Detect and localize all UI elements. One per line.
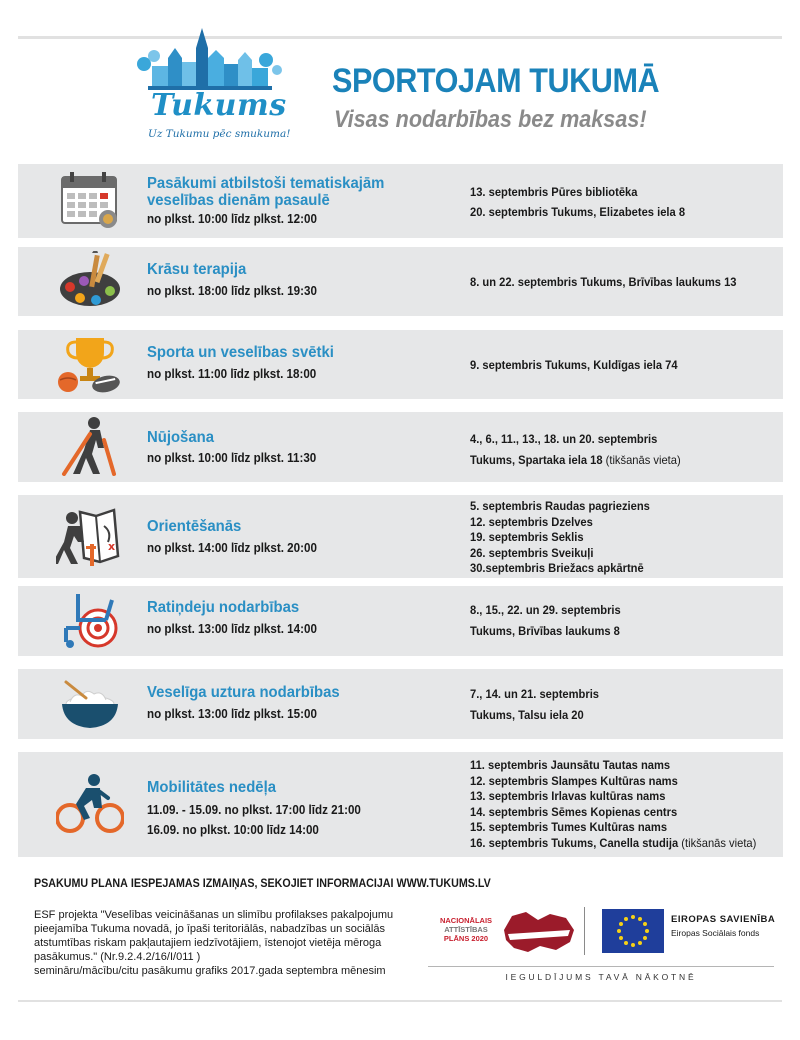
activity-info: 8., 15., 22. un 29. septembris Tukums, Brīvības laukums 8 — [470, 603, 621, 638]
activity-name: Sporta un veselības svētki — [147, 344, 334, 361]
eu-title: EIROPAS SAVIENĪBA — [671, 914, 776, 925]
trophy-icon — [56, 334, 124, 394]
esf-project-text: ESF projekta "Veselības veicināšanas un slimību profilakses pakalpojumu pieejamība Tukuma novadā, jo īpaši teritoriālās, nabadzības un sociālās atstumtības riskam pakļautajiem iedzīvotājiem, īstenojot vietēja mēroga pasākumus." (Nr.9.2.4.2/16/I/011 ) semināru/mācību/citu pasākumu grafiks 2017.gada septembra mēnesim — [34, 909, 394, 977]
activity-time: 11.09. - 15.09. no plkst. 17:00 līdz 21:00 16.09. no plkst. 10:00 līdz 14:00 — [147, 803, 361, 837]
activity-name: Nūjošana — [147, 429, 214, 446]
activity-info: 13. septembris Pūres bibliotēka 20. septembris Tukums, Elizabetes iela 8 — [470, 185, 686, 219]
eu-subtitle: Eiropas Sociālais fonds — [671, 928, 760, 938]
activity-name: Pasākumi atbilstoši tematiskajām veselības dienām pasaulē — [147, 175, 385, 209]
nordic-walking-icon — [56, 416, 124, 476]
eu-flag-icon — [602, 909, 664, 953]
activity-row — [18, 669, 783, 739]
activity-info: 7., 14. un 21. septembris Tukums, Talsu iela 20 — [470, 687, 600, 722]
cyclist-icon — [56, 774, 124, 834]
activity-time: no plkst. 14:00 līdz plkst. 20:00 — [147, 541, 317, 555]
activity-info: 11. septembris Jaunsātu Tautas nams 12. septembris Slampes Kultūras nams 13. septembris Irlavas kultūras nams 14. septembris Sēmes Kopienas centrs 15. septembris Tumes Kultūras nams 16. septembris Tukums, Canella studija (tikšanās vieta) — [470, 758, 757, 850]
svg-text:x: x — [108, 540, 116, 553]
logo-separator — [584, 907, 585, 955]
bottom-divider — [18, 1000, 782, 1002]
activity-time: no plkst. 18:00 līdz plkst. 19:30 — [147, 284, 317, 298]
wheelchair-icon — [56, 590, 124, 650]
logo-tagline: Uz Tukumu pēc smukuma! — [148, 128, 291, 140]
orienteering-icon — [56, 506, 124, 566]
page-subtitle: Visas nodarbības bez maksas! — [334, 106, 647, 133]
activity-row — [18, 330, 783, 399]
logo-wordmark: Tukums — [151, 88, 287, 123]
activity-info: 4., 6., 11., 13., 18. un 20. septembris Tukums, Spartaka iela 18 (tikšanās vieta) — [470, 432, 681, 467]
activity-row — [18, 495, 783, 578]
activity-name: Ratiņdeju nodarbības — [147, 599, 300, 616]
food-bowl-icon — [56, 674, 124, 734]
activity-info: 5. septembris Raudas pagrieziens 12. septembris Dzelves 19. septembris Seklis 26. septembris Sveikuļi 30.septembris Briežacs apkārtnē — [470, 499, 650, 575]
activity-info: 9. septembris Tukums, Kuldīgas iela 74 — [470, 358, 678, 372]
activity-name: Krāsu terapija — [147, 261, 247, 278]
changes-notice: PSĀKUMU PLĀNĀ IESPĒJAMAS IZMAIŅAS, SEKOJIET INFORMĀCIJAI WWW.TUKUMS.LV — [34, 878, 491, 890]
activity-time: no plkst. 10:00 līdz plkst. 11:30 — [147, 451, 317, 465]
latvia-map-icon — [500, 908, 578, 956]
activity-time: no plkst. 11:00 līdz plkst. 18:00 — [147, 367, 317, 381]
activity-info: 8. un 22. septembris Tukums, Brīvības laukums 13 — [470, 275, 737, 289]
page-title: SPORTOJAM TUKUMĀ — [332, 62, 660, 100]
activity-name: Orientēšanās — [147, 518, 242, 535]
activity-row — [18, 752, 783, 857]
footer-divider — [428, 966, 774, 967]
national-plan-logo: NACIONĀLAIS ATTĪSTĪBAS PLĀNS 2020 — [439, 916, 493, 943]
activity-row — [18, 412, 783, 482]
activity-time: no plkst. 13:00 līdz plkst. 14:00 — [147, 622, 317, 636]
activity-row — [18, 164, 783, 238]
invest-slogan: IEGULDĪJUMS TAVĀ NĀKOTNĒ — [505, 972, 697, 982]
activity-time: no plkst. 10:00 līdz plkst. 12:00 — [147, 212, 317, 226]
activity-row — [18, 586, 783, 656]
calendar-icon — [56, 171, 124, 231]
activity-name: Veselīga uztura nodarbības — [147, 684, 340, 701]
activity-time: no plkst. 13:00 līdz plkst. 15:00 — [147, 707, 317, 721]
activity-name: Mobilitātes nedēļa — [147, 779, 276, 796]
activity-row — [18, 247, 783, 316]
paint-palette-icon — [56, 251, 124, 311]
